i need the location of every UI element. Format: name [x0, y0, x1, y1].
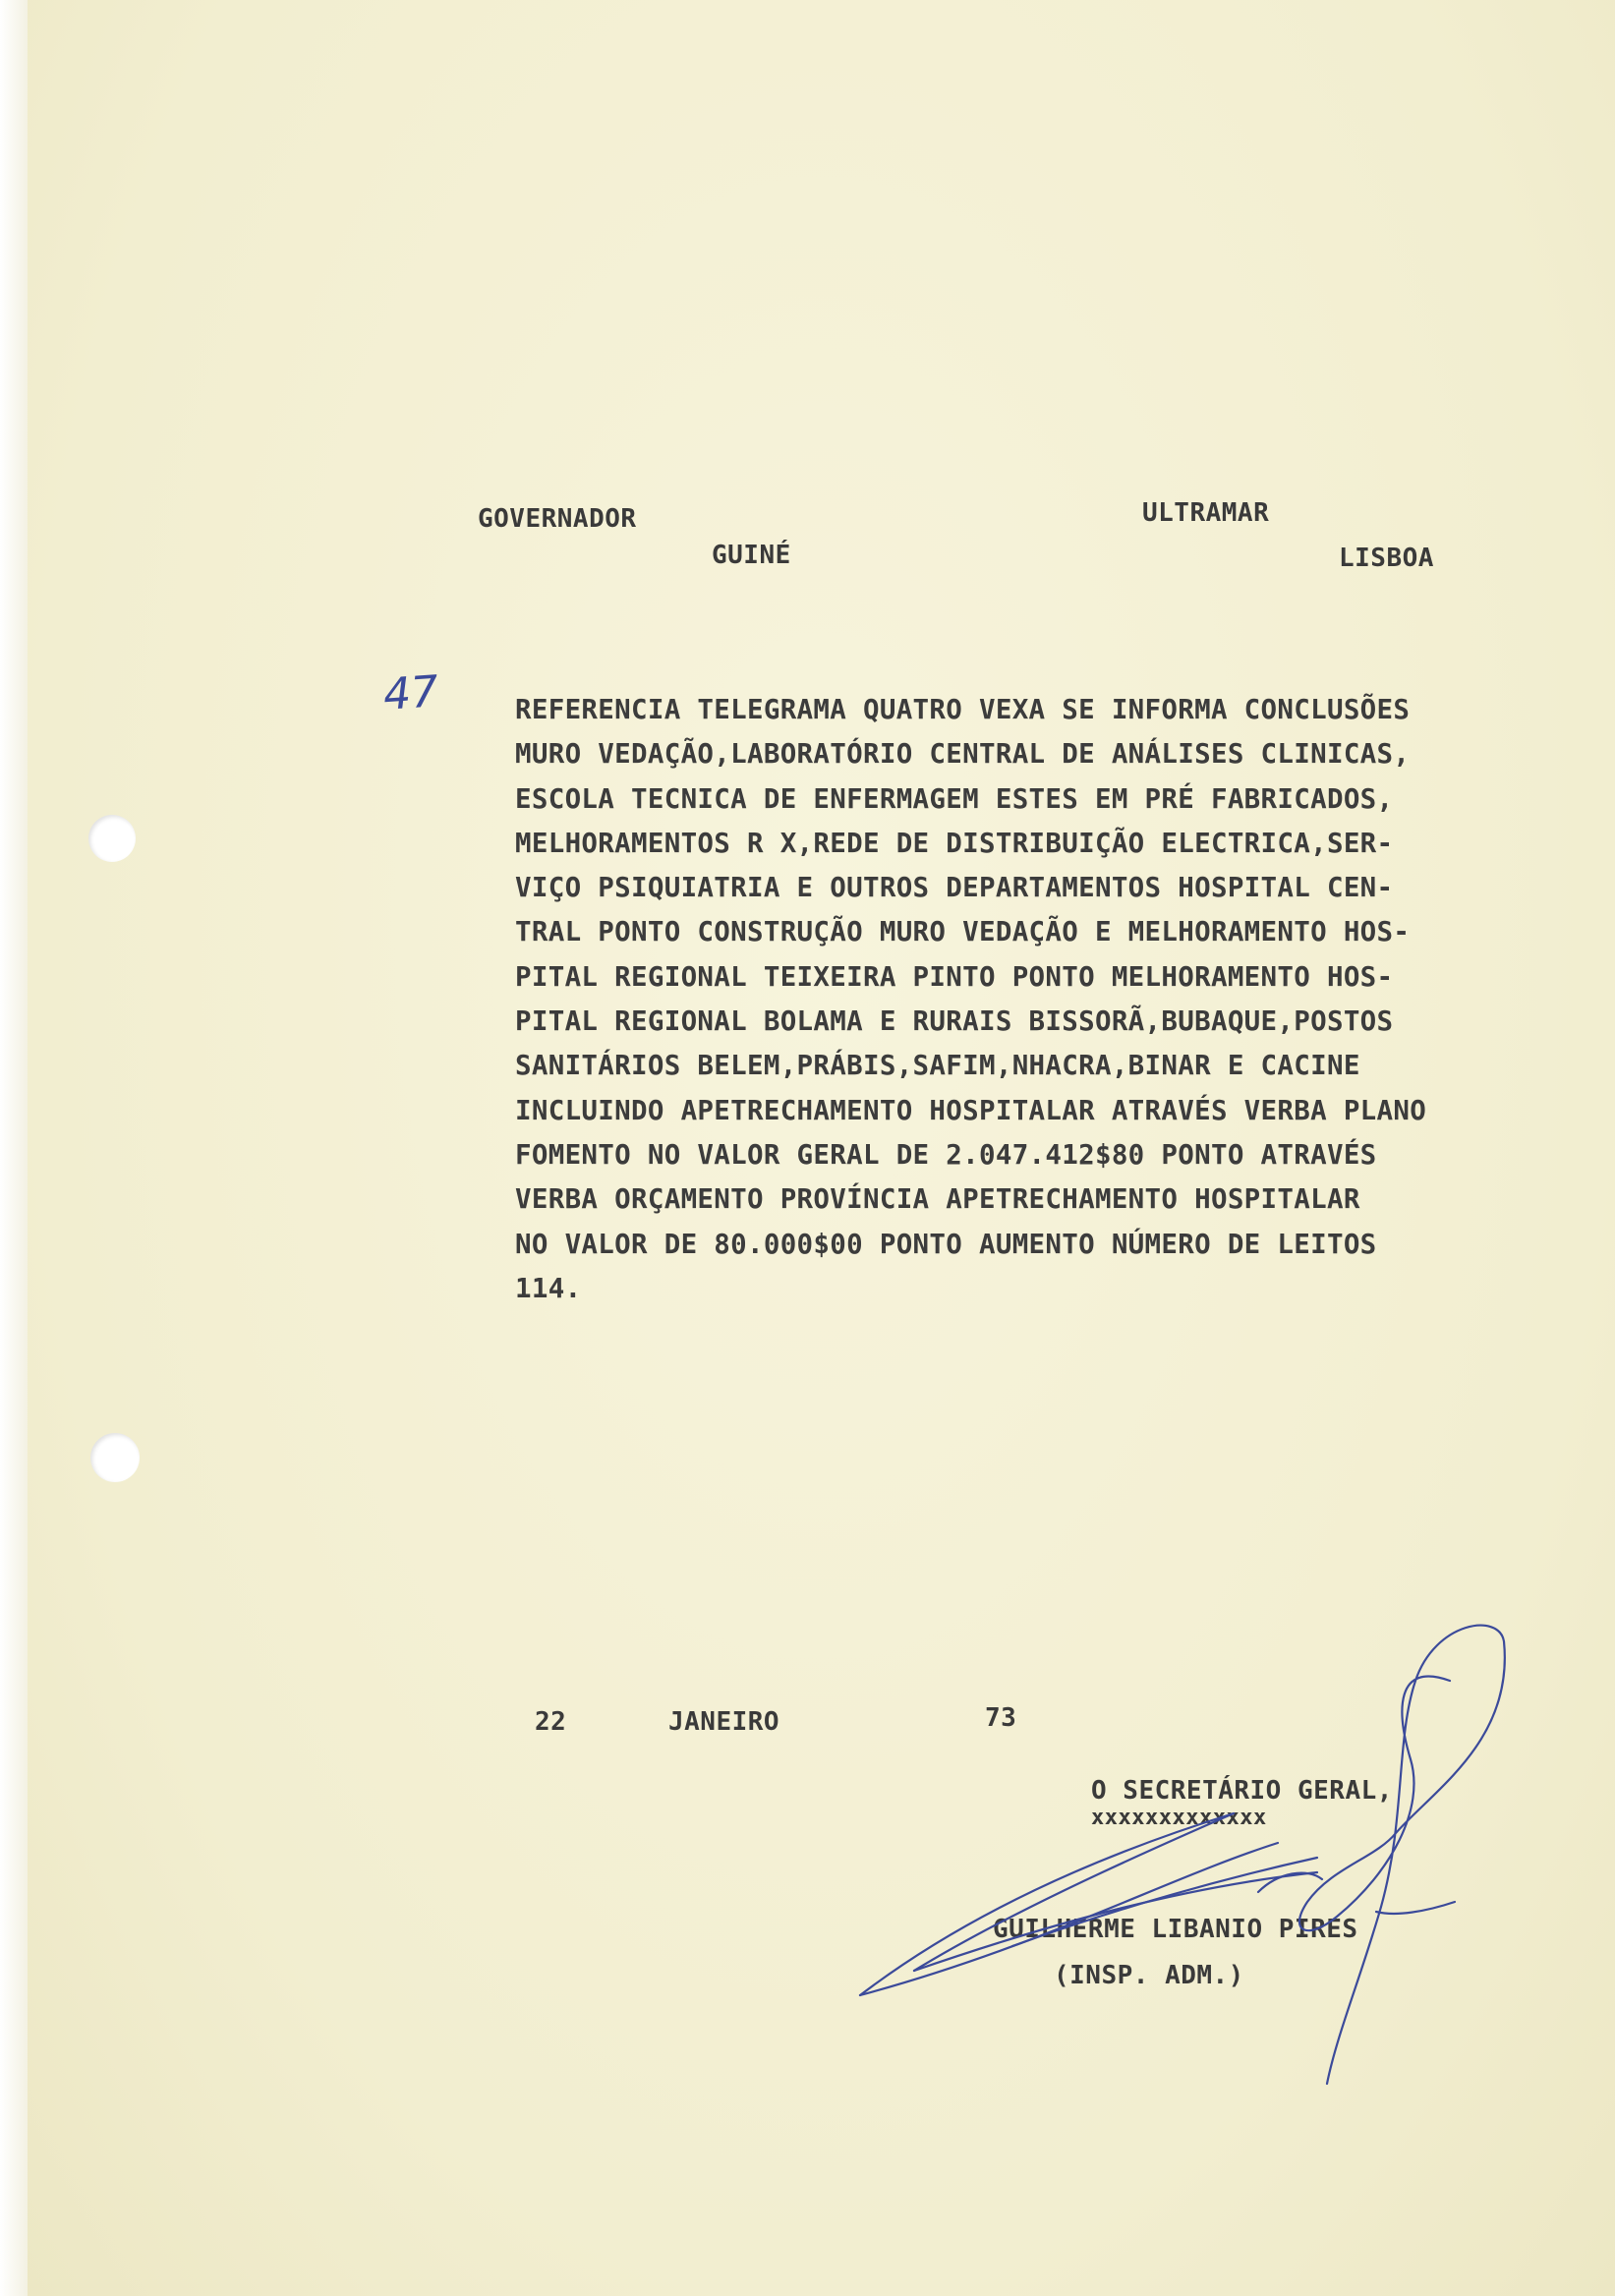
sender-title: GOVERNADOR	[478, 504, 637, 534]
body-line: REFERENCIA TELEGRAMA QUATRO VEXA SE INFORMA CONCLUSÕES	[515, 694, 1411, 725]
handwritten-signature	[845, 1622, 1533, 2113]
signatory-name: GUILHERME LIBANIO PIRES	[993, 1915, 1358, 1944]
scan-edge	[0, 0, 28, 2296]
date-year: 73	[985, 1703, 1017, 1733]
body-line: MELHORAMENTOS R X,REDE DE DISTRIBUIÇÃO ELECTRICA,SER-	[515, 827, 1394, 859]
body-line: PITAL REGIONAL BOLAMA E RURAIS BISSORÃ,BUBAQUE,POSTOS	[515, 1005, 1394, 1038]
punch-hole-top	[88, 815, 136, 862]
telegram-body	[515, 688, 1596, 1311]
body-line: FOMENTO NO VALOR GERAL DE 2.047.412$80 PONTO ATRAVÉS	[515, 1138, 1377, 1171]
date-day: 22	[535, 1707, 567, 1737]
recipient-location: LISBOA	[1339, 544, 1434, 573]
body-line: TRAL PONTO CONSTRUÇÃO MURO VEDAÇÃO E MELHORAMENTO HOS-	[515, 916, 1411, 948]
signatory-title: O SECRETÁRIO GERAL,	[1091, 1776, 1393, 1806]
body-line: PITAL REGIONAL TEIXEIRA PINTO PONTO MELHORAMENTO HOS-	[515, 960, 1394, 993]
date-month: JANEIRO	[668, 1707, 780, 1737]
recipient-title: ULTRAMAR	[1142, 498, 1270, 528]
body-line: 114.	[515, 1272, 582, 1304]
body-line: ESCOLA TECNICA DE ENFERMAGEM ESTES EM PRÉ FABRICADOS,	[515, 782, 1394, 815]
sender-location: GUINÉ	[712, 541, 791, 570]
body-line: INCLUINDO APETRECHAMENTO HOSPITALAR ATRAVÉS VERBA PLANO	[515, 1094, 1427, 1126]
body-line: SANITÁRIOS BELEM,PRÁBIS,SAFIM,NHACRA,BINAR E CACINE	[515, 1050, 1360, 1082]
punch-hole-bottom	[90, 1433, 140, 1482]
body-line: VERBA ORÇAMENTO PROVÍNCIA APETRECHAMENTO HOSPITALAR	[515, 1183, 1360, 1216]
body-line: MURO VEDAÇÃO,LABORATÓRIO CENTRAL DE ANÁLISES CLINICAS,	[515, 738, 1411, 771]
body-line: VIÇO PSIQUIATRIA E OUTROS DEPARTAMENTOS HOSPITAL CEN-	[515, 872, 1394, 904]
handwritten-margin-number: 47	[381, 666, 440, 720]
signatory-role: (INSP. ADM.)	[1054, 1961, 1244, 1990]
body-line: NO VALOR DE 80.000$00 PONTO AUMENTO NÚMERO DE LEITOS	[515, 1228, 1377, 1260]
struck-out-text: xxxxxxxxxxxxx	[1091, 1806, 1267, 1830]
